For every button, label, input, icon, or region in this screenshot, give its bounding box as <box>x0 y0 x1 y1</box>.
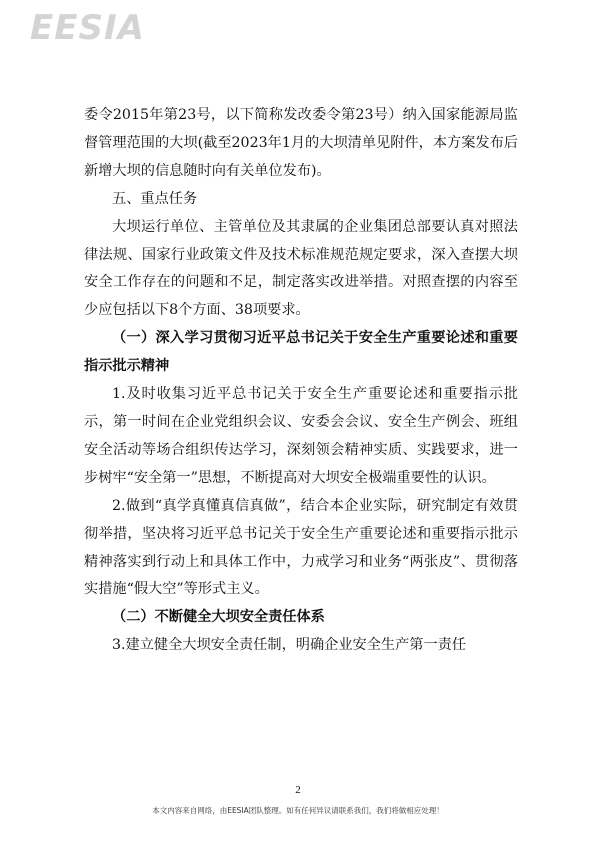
subsection-2-title: （二）不断健全大坝安全责任体系 <box>112 609 325 626</box>
subsection-1-title: （一）深入学习贯彻习近平总书记关于安全生产重要论述和重要指示批示精神 <box>84 330 518 375</box>
document-body <box>84 102 518 660</box>
item-1: 1.及时收集习近平总书记关于安全生产重要论述和重要指示批示，第一时间在企业党组织会议、安委会会议、安全生产例会、班组安全活动等场合组织传达学习，深刻领会精神实质、实践要求，进一步树牢“安全第一”思想，不断提高对大坝安全极端重要性的认识。 <box>84 386 518 486</box>
section-5-text: 大坝运行单位、主管单位及其隶属的企业集团总部要认真对照法律法规、国家行业政策文件及技术标准规范规定要求，深入查摆大坝安全工作存在的问题和不足，制定落实改进举措。对照查摆的内容至少应包括以下8个方面、38项要求。 <box>84 218 518 319</box>
intro-paragraph: 委令2015年第23号，以下简称发改委令第23号）纳入国家能源局监督管理范围的大坝(截至2023年1月的大坝清单见附件，本方案发布后新增大坝的信息随时向有关单位发布)。 <box>84 107 518 179</box>
item-3: 3.建立健全大坝安全责任制，明确企业安全生产第一责任 <box>112 637 467 654</box>
page-number: 2 <box>295 784 301 796</box>
footer-notice: 本文内容来自网络，由EESIA团队整理。如有任何异议请联系我们，我们将做相应处理！ <box>152 806 444 815</box>
item-2: 2.做到“真学真懂真信真做”，结合本企业实际，研究制定有效贯彻举措，坚决将习近平总书记关于安全生产重要论述和重要指示批示精神落实到行动上和具体工作中，力戒学习和业务“两张皮”、贯彻落实措施“假大空”等形式主义。 <box>84 497 518 598</box>
eesia-logo: EESIA <box>30 8 145 48</box>
section-5-title: 五、重点任务 <box>112 190 198 207</box>
